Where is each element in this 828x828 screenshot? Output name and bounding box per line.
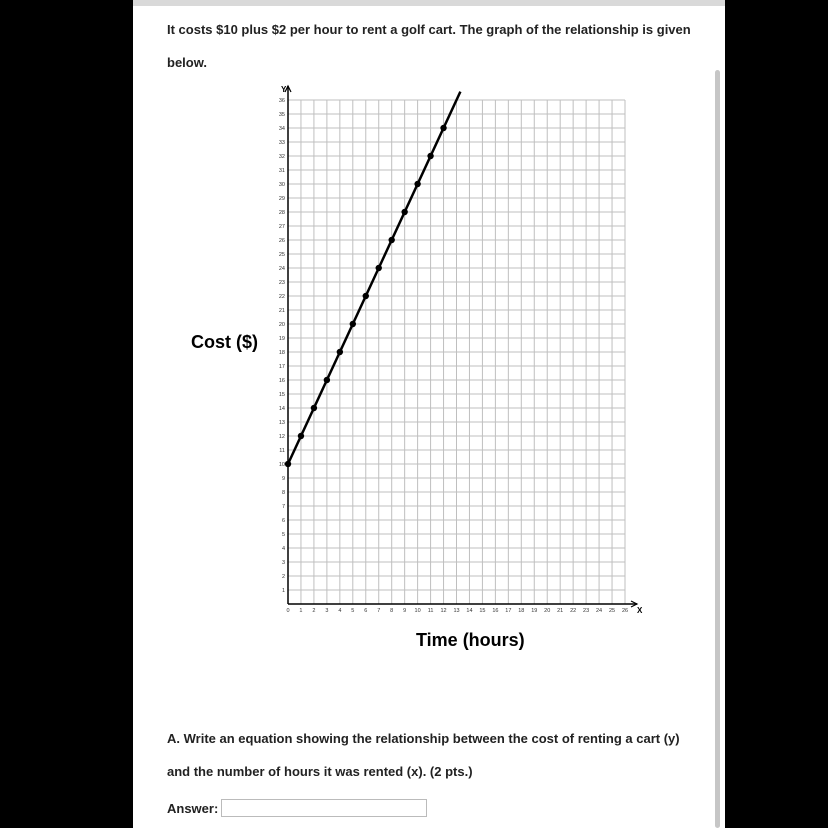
y-tick-label: 28 xyxy=(278,210,285,216)
x-tick-label: 19 xyxy=(531,608,538,614)
y-tick-label: 3 xyxy=(281,560,285,566)
y-tick-label: 29 xyxy=(278,196,285,202)
x-tick-label: 12 xyxy=(440,608,447,614)
x-tick-label: 22 xyxy=(570,608,577,614)
x-tick-label: 0 xyxy=(286,608,290,614)
y-axis-letter: Y xyxy=(281,85,287,94)
x-tick-label: 20 xyxy=(544,608,551,614)
y-tick-label: 2 xyxy=(281,574,285,580)
data-point xyxy=(376,265,382,271)
y-tick-label: 24 xyxy=(278,266,285,272)
chart-series xyxy=(285,92,461,468)
y-tick-label: 27 xyxy=(278,224,285,230)
y-tick-label: 12 xyxy=(278,434,285,440)
part-a-line-1: A. Write an equation showing the relationship between the cost of renting a cart (y) xyxy=(167,731,680,746)
chart-ticks xyxy=(279,98,628,614)
x-tick-label: 1 xyxy=(299,608,303,614)
y-tick-label: 5 xyxy=(281,532,285,538)
question-line-2: below. xyxy=(167,55,207,70)
data-point xyxy=(311,405,317,411)
x-tick-label: 13 xyxy=(453,608,460,614)
y-tick-label: 26 xyxy=(278,238,285,244)
y-tick-label: 10 xyxy=(278,462,285,468)
answer-input[interactable] xyxy=(221,799,427,817)
x-tick-label: 8 xyxy=(390,608,394,614)
y-tick-label: 18 xyxy=(278,350,285,356)
y-tick-label: 34 xyxy=(278,126,285,132)
data-point xyxy=(298,433,304,439)
data-point xyxy=(414,181,420,187)
x-tick-label: 5 xyxy=(351,608,355,614)
x-axis-title: Time (hours) xyxy=(416,630,525,650)
y-tick-label: 33 xyxy=(278,140,285,146)
y-tick-label: 25 xyxy=(278,252,285,258)
x-tick-label: 11 xyxy=(427,608,434,614)
x-tick-label: 4 xyxy=(338,608,342,614)
data-point xyxy=(363,293,369,299)
part-a-text xyxy=(167,722,707,788)
x-tick-label: 21 xyxy=(557,608,564,614)
data-point xyxy=(324,377,330,383)
y-tick-label: 23 xyxy=(278,280,285,286)
y-axis-title: Cost ($) xyxy=(191,332,258,352)
x-tick-label: 25 xyxy=(608,608,616,614)
x-tick-label: 3 xyxy=(325,608,329,614)
part-a-line-2: and the number of hours it was rented (x). (2 pts.) xyxy=(167,764,473,779)
data-point xyxy=(388,237,394,243)
x-tick-label: 18 xyxy=(518,608,525,614)
answer-label: Answer: xyxy=(167,801,219,816)
x-tick-label: 17 xyxy=(505,608,512,614)
y-tick-label: 14 xyxy=(278,406,285,412)
y-tick-label: 8 xyxy=(281,490,285,496)
x-tick-label: 14 xyxy=(466,608,473,614)
y-tick-label: 17 xyxy=(278,364,285,370)
x-tick-label: 23 xyxy=(583,608,590,614)
x-axis-letter: X xyxy=(637,606,643,615)
question-line-1: It costs $10 plus $2 per hour to rent a golf cart. The graph of the relationship is given xyxy=(167,22,691,37)
x-tick-label: 7 xyxy=(377,608,381,614)
y-tick-label: 7 xyxy=(281,504,285,510)
data-point xyxy=(440,125,446,131)
data-point xyxy=(350,321,356,327)
data-point xyxy=(337,349,343,355)
x-tick-label: 15 xyxy=(479,608,486,614)
x-tick-label: 16 xyxy=(492,608,499,614)
chart-axes xyxy=(278,85,643,615)
y-tick-label: 9 xyxy=(281,476,285,482)
x-tick-label: 9 xyxy=(403,608,407,614)
y-tick-label: 30 xyxy=(278,182,285,188)
y-tick-label: 20 xyxy=(278,322,285,328)
y-tick-label: 4 xyxy=(281,546,285,552)
y-tick-label: 11 xyxy=(279,448,285,454)
y-tick-label: 1 xyxy=(281,588,285,594)
x-tick-label: 26 xyxy=(621,608,629,614)
x-tick-label: 2 xyxy=(312,608,316,614)
data-point xyxy=(401,209,407,215)
x-tick-label: 10 xyxy=(414,608,421,614)
y-tick-label: 32 xyxy=(278,154,285,160)
y-tick-label: 35 xyxy=(278,112,285,118)
y-tick-label: 19 xyxy=(278,336,285,342)
y-tick-label: 22 xyxy=(278,294,285,300)
y-tick-label: 13 xyxy=(278,420,285,426)
x-tick-label: 6 xyxy=(364,608,368,614)
y-tick-label: 21 xyxy=(278,308,285,314)
data-point xyxy=(427,153,433,159)
x-tick-label: 24 xyxy=(596,608,603,614)
y-tick-label: 36 xyxy=(278,98,285,104)
y-tick-label: 6 xyxy=(281,518,285,524)
y-tick-label: 16 xyxy=(278,378,285,384)
data-point xyxy=(285,461,291,467)
y-tick-label: 15 xyxy=(278,392,285,398)
y-tick-label: 31 xyxy=(278,168,285,174)
